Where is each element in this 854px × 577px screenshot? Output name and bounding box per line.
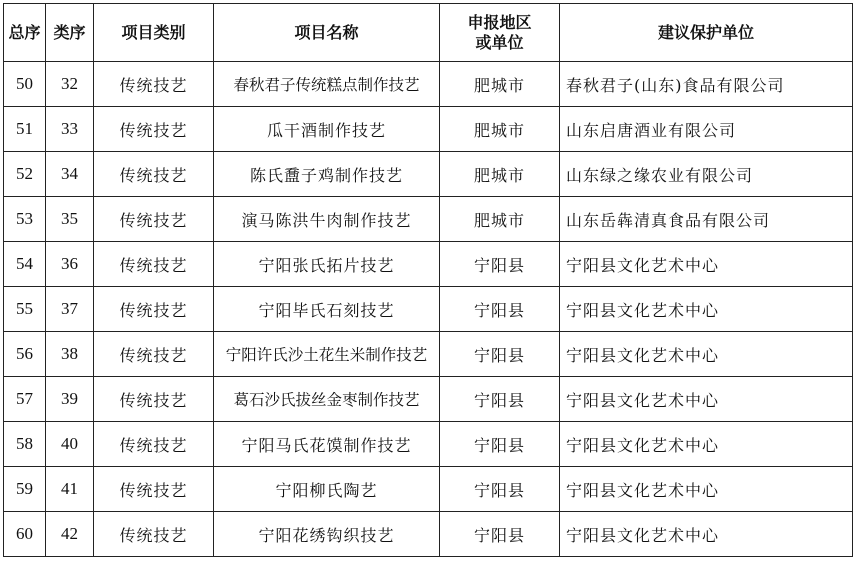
- cell-category: 传统技艺: [94, 377, 214, 422]
- cell-category-no: 41: [46, 467, 94, 512]
- cell-total-no: 53: [4, 197, 46, 242]
- cell-region: 宁阳县: [440, 242, 560, 287]
- table-row: [4, 422, 853, 467]
- cell-total-no: 58: [4, 422, 46, 467]
- cell-project-name: 宁阳柳氏陶艺: [214, 467, 440, 512]
- cell-protection-unit: 宁阳县文化艺术中心: [560, 467, 853, 512]
- cell-protection-unit: 宁阳县文化艺术中心: [560, 242, 853, 287]
- cell-category: 传统技艺: [94, 62, 214, 107]
- header-category-no: 类序: [46, 4, 94, 62]
- cell-total-no: 52: [4, 152, 46, 197]
- table-row: [4, 197, 853, 242]
- table-row: [4, 152, 853, 197]
- cell-category-no: 42: [46, 512, 94, 557]
- cell-category: 传统技艺: [94, 152, 214, 197]
- cell-total-no: 59: [4, 467, 46, 512]
- cell-category-no: 33: [46, 107, 94, 152]
- table-row: [4, 332, 853, 377]
- header-project-name: 项目名称: [214, 4, 440, 62]
- header-region: [440, 4, 560, 62]
- cell-category-no: 34: [46, 152, 94, 197]
- table-header-row: [4, 4, 853, 62]
- cell-category: 传统技艺: [94, 197, 214, 242]
- header-region-line1: 申报地区: [467, 12, 532, 32]
- cell-project-name: 陈氏䀉子鸡制作技艺: [214, 152, 440, 197]
- table-row: [4, 242, 853, 287]
- cell-category: 传统技艺: [94, 242, 214, 287]
- cell-protection-unit: 山东绿之缘农业有限公司: [560, 152, 853, 197]
- header-protection-unit: 建议保护单位: [560, 4, 853, 62]
- cell-region: 宁阳县: [440, 467, 560, 512]
- header-category: 项目类别: [94, 4, 214, 62]
- cell-total-no: 51: [4, 107, 46, 152]
- cell-category-no: 40: [46, 422, 94, 467]
- cell-protection-unit: 宁阳县文化艺术中心: [560, 512, 853, 557]
- cell-region: 宁阳县: [440, 377, 560, 422]
- cell-category-no: 37: [46, 287, 94, 332]
- header-total-no: 总序: [4, 4, 46, 62]
- cell-region: 宁阳县: [440, 287, 560, 332]
- cell-region: 宁阳县: [440, 332, 560, 377]
- cell-project-name: 宁阳许氏沙土花生米制作技艺: [214, 332, 440, 377]
- cell-total-no: 50: [4, 62, 46, 107]
- cell-protection-unit: 春秋君子(山东)食品有限公司: [560, 62, 853, 107]
- cell-category: 传统技艺: [94, 287, 214, 332]
- cell-protection-unit: 宁阳县文化艺术中心: [560, 287, 853, 332]
- table-row: [4, 377, 853, 422]
- cell-category-no: 39: [46, 377, 94, 422]
- cell-category: 传统技艺: [94, 332, 214, 377]
- table-row: [4, 287, 853, 332]
- cell-project-name: 瓜干酒制作技艺: [214, 107, 440, 152]
- cell-project-name: 葛石沙氏拔丝金枣制作技艺: [214, 377, 440, 422]
- cell-total-no: 57: [4, 377, 46, 422]
- heritage-project-table: [3, 3, 853, 557]
- cell-category: 传统技艺: [94, 107, 214, 152]
- cell-protection-unit: 山东岳犇清真食品有限公司: [560, 197, 853, 242]
- cell-region: 肥城市: [440, 107, 560, 152]
- cell-total-no: 56: [4, 332, 46, 377]
- cell-total-no: 55: [4, 287, 46, 332]
- cell-project-name: 宁阳花绣钩织技艺: [214, 512, 440, 557]
- cell-protection-unit: 宁阳县文化艺术中心: [560, 332, 853, 377]
- cell-protection-unit: 山东启唐酒业有限公司: [560, 107, 853, 152]
- cell-total-no: 54: [4, 242, 46, 287]
- cell-project-name: 宁阳张氏拓片技艺: [214, 242, 440, 287]
- header-region-line2: 或单位: [475, 32, 524, 52]
- cell-project-name: 春秋君子传统糕点制作技艺: [214, 62, 440, 107]
- cell-protection-unit: 宁阳县文化艺术中心: [560, 377, 853, 422]
- cell-category-no: 36: [46, 242, 94, 287]
- table-row: [4, 512, 853, 557]
- cell-category-no: 35: [46, 197, 94, 242]
- cell-category-no: 32: [46, 62, 94, 107]
- table-row: [4, 107, 853, 152]
- cell-region: 肥城市: [440, 62, 560, 107]
- cell-region: 宁阳县: [440, 422, 560, 467]
- table-body: [4, 62, 853, 557]
- cell-category: 传统技艺: [94, 422, 214, 467]
- cell-category: 传统技艺: [94, 512, 214, 557]
- table-row: [4, 62, 853, 107]
- table-row: [4, 467, 853, 512]
- cell-project-name: 演马陈洪牛肉制作技艺: [214, 197, 440, 242]
- cell-project-name: 宁阳毕氏石刻技艺: [214, 287, 440, 332]
- cell-category: 传统技艺: [94, 467, 214, 512]
- cell-region: 肥城市: [440, 197, 560, 242]
- cell-project-name: 宁阳马氏花馍制作技艺: [214, 422, 440, 467]
- cell-protection-unit: 宁阳县文化艺术中心: [560, 422, 853, 467]
- cell-region: 宁阳县: [440, 512, 560, 557]
- cell-total-no: 60: [4, 512, 46, 557]
- cell-region: 肥城市: [440, 152, 560, 197]
- cell-category-no: 38: [46, 332, 94, 377]
